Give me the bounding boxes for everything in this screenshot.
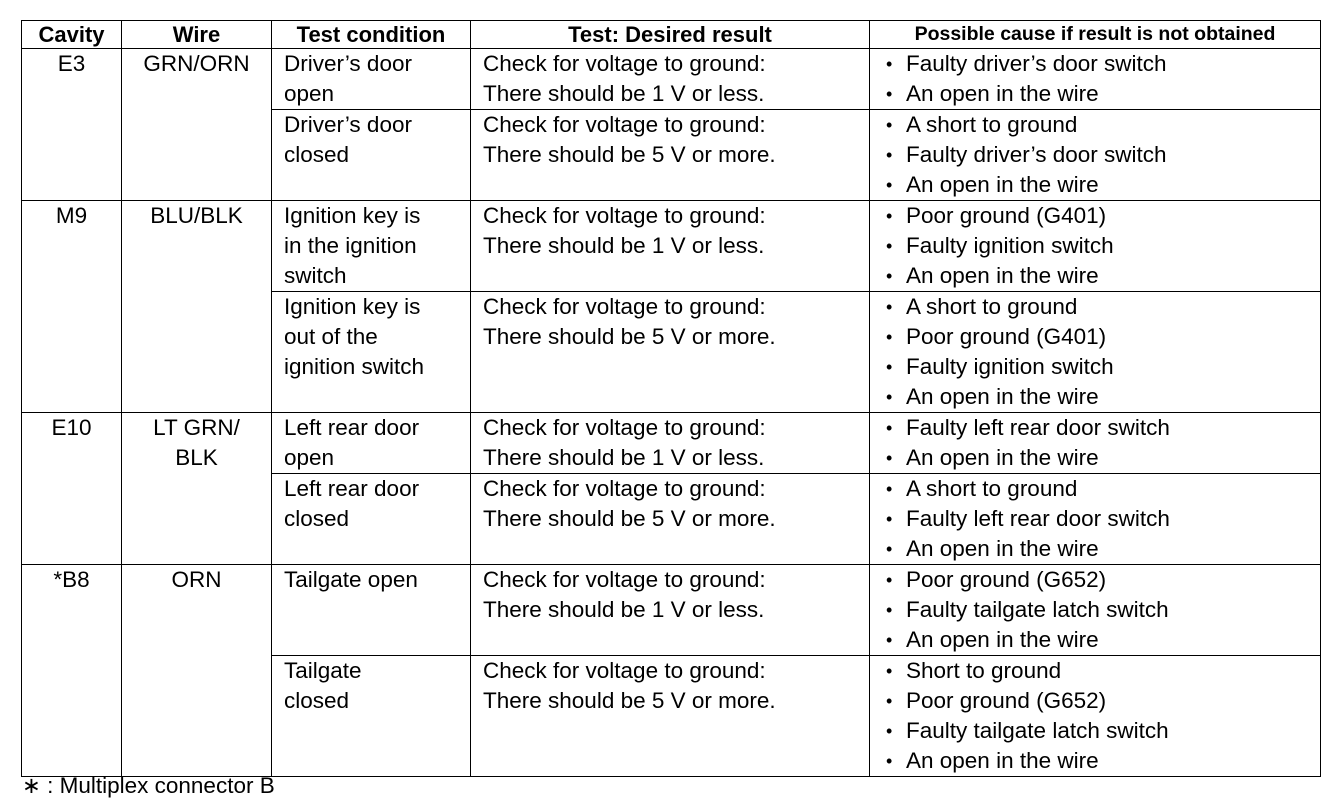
possible-cause-item [886,716,1320,746]
cavity-cell [22,49,122,201]
test-condition-text: closed [284,142,350,167]
desired-result-text: Check for voltage to ground: [483,294,766,319]
possible-cause-text: An open in the wire [906,536,1099,561]
possible-cause-item [886,261,1320,291]
possible-cause-text: Faulty ignition switch [906,354,1114,379]
test-condition-text: Ignition key is [284,294,421,319]
possible-cause-item [886,79,1320,109]
wire-label: LT GRN/ [153,415,240,440]
bullet-icon: • [886,570,893,590]
possible-cause-text: An open in the wire [906,81,1099,106]
test-table [21,20,1321,777]
desired-result-text: Check for voltage to ground: [483,415,766,440]
test-condition-cell [272,201,471,292]
possible-cause-item [886,201,1320,231]
bullet-icon: • [886,206,893,226]
test-condition-text: Tailgate open [284,567,418,592]
bullet-icon: • [886,145,893,165]
bullet-icon: • [886,266,893,286]
possible-cause-text: A short to ground [906,476,1078,501]
desired-result-text: There should be 5 V or more. [483,324,776,349]
possible-cause-item [886,474,1320,504]
desired-result-text: There should be 1 V or less. [483,597,765,622]
possible-cause-item [886,746,1320,776]
desired-result-cell [471,656,870,777]
bullet-icon: • [886,691,893,711]
test-condition-cell [272,474,471,565]
possible-cause-text: Faulty left rear door switch [906,506,1170,531]
bullet-icon: • [886,54,893,74]
possible-cause-cell [870,656,1321,777]
table-row [22,565,1321,656]
test-condition-cell [272,292,471,413]
possible-cause-text: An open in the wire [906,263,1099,288]
possible-cause-item [886,382,1320,412]
desired-result-cell [471,292,870,413]
desired-result-text: Check for voltage to ground: [483,658,766,683]
test-condition-cell [272,110,471,201]
possible-cause-text: An open in the wire [906,748,1099,773]
possible-cause-item [886,231,1320,261]
possible-cause-item [886,292,1320,322]
possible-cause-cell [870,413,1321,474]
test-condition-cell [272,656,471,777]
bullet-icon: • [886,115,893,135]
header-cavity: Cavity [22,21,122,49]
table-row [22,413,1321,474]
bullet-icon: • [886,418,893,438]
test-condition-text: open [284,81,335,106]
possible-cause-item [886,443,1320,473]
cavity-cell [22,413,122,565]
bullet-icon: • [886,448,893,468]
possible-cause-text: An open in the wire [906,172,1099,197]
test-condition-text: out of the [284,324,378,349]
bullet-icon: • [886,479,893,499]
wire-cell [122,49,272,201]
desired-result-text: Check for voltage to ground: [483,51,766,76]
bullet-icon: • [886,721,893,741]
desired-result-cell [471,565,870,656]
possible-cause-text: A short to ground [906,112,1078,137]
bullet-icon: • [886,630,893,650]
test-condition-text: Ignition key is [284,203,421,228]
possible-cause-cell [870,474,1321,565]
cavity-label: *B8 [53,567,90,592]
bullet-icon: • [886,600,893,620]
wire-cell [122,201,272,413]
bullet-icon: • [886,236,893,256]
test-condition-text: ignition switch [284,354,425,379]
possible-cause-item [886,534,1320,564]
test-condition-text: closed [284,506,350,531]
footnote: ∗ : Multiplex connector B [22,773,275,798]
possible-cause-text: Faulty driver’s door switch [906,142,1167,167]
test-condition-text: closed [284,688,350,713]
possible-cause-text: A short to ground [906,294,1078,319]
possible-cause-text: An open in the wire [906,445,1099,470]
possible-cause-item [886,140,1320,170]
wire-cell [122,413,272,565]
test-condition-cell [272,49,471,110]
test-condition-text: Left rear door [284,415,420,440]
desired-result-cell [471,49,870,110]
possible-cause-text: Short to ground [906,658,1062,683]
desired-result-text: There should be 5 V or more. [483,688,776,713]
possible-cause-item [886,110,1320,140]
header-wire: Wire [122,21,272,49]
wire-label: BLK [175,445,218,470]
bullet-icon: • [886,84,893,104]
desired-result-cell [471,413,870,474]
possible-cause-text: Faulty ignition switch [906,233,1114,258]
desired-result-text: There should be 1 V or less. [483,233,765,258]
possible-cause-item [886,170,1320,200]
possible-cause-text: An open in the wire [906,384,1099,409]
possible-cause-cell [870,201,1321,292]
cavity-cell [22,201,122,413]
header-desired-result: Test: Desired result [471,21,870,49]
possible-cause-text: Faulty driver’s door switch [906,51,1167,76]
possible-cause-text: Faulty tailgate latch switch [906,597,1169,622]
test-condition-cell [272,413,471,474]
test-condition-text: Tailgate [284,658,362,683]
possible-cause-item [886,352,1320,382]
possible-cause-cell [870,565,1321,656]
bullet-icon: • [886,751,893,771]
desired-result-text: There should be 5 V or more. [483,506,776,531]
possible-cause-item [886,686,1320,716]
desired-result-text: There should be 1 V or less. [483,445,765,470]
desired-result-cell [471,474,870,565]
bullet-icon: • [886,539,893,559]
possible-cause-item [886,504,1320,534]
bullet-icon: • [886,661,893,681]
possible-cause-cell [870,110,1321,201]
possible-cause-item [886,656,1320,686]
possible-cause-item [886,49,1320,79]
wire-cell [122,565,272,777]
bullet-icon: • [886,357,893,377]
wire-label: GRN/ORN [143,51,250,76]
table-row [22,49,1321,110]
possible-cause-item [886,322,1320,352]
desired-result-text: Check for voltage to ground: [483,203,766,228]
possible-cause-text: Poor ground (G401) [906,203,1107,228]
possible-cause-text: An open in the wire [906,627,1099,652]
header-test-condition: Test condition [272,21,471,49]
test-condition-text: Driver’s door [284,112,412,137]
test-condition-text: Left rear door [284,476,420,501]
test-condition-text: open [284,445,335,470]
bullet-icon: • [886,509,893,529]
desired-result-text: There should be 5 V or more. [483,142,776,167]
bullet-icon: • [886,387,893,407]
desired-result-text: Check for voltage to ground: [483,476,766,501]
header-possible-cause: Possible cause if result is not obtained [870,21,1321,49]
wire-label: BLU/BLK [150,203,243,228]
possible-cause-cell [870,49,1321,110]
possible-cause-text: Faulty tailgate latch switch [906,718,1169,743]
possible-cause-text: Poor ground (G652) [906,688,1107,713]
possible-cause-item [886,565,1320,595]
bullet-icon: • [886,297,893,317]
desired-result-text: There should be 1 V or less. [483,81,765,106]
desired-result-cell [471,201,870,292]
desired-result-cell [471,110,870,201]
test-condition-text: in the ignition [284,233,417,258]
bullet-icon: • [886,327,893,347]
test-condition-text: Driver’s door [284,51,412,76]
bullet-icon: • [886,175,893,195]
wire-label: ORN [171,567,222,592]
possible-cause-item [886,413,1320,443]
test-condition-cell [272,565,471,656]
table-body [22,49,1321,777]
possible-cause-item [886,625,1320,655]
possible-cause-cell [870,292,1321,413]
cavity-cell [22,565,122,777]
test-condition-text: switch [284,263,347,288]
possible-cause-text: Poor ground (G652) [906,567,1107,592]
possible-cause-text: Faulty left rear door switch [906,415,1170,440]
cavity-label: M9 [55,203,88,228]
possible-cause-text: Poor ground (G401) [906,324,1107,349]
desired-result-text: Check for voltage to ground: [483,112,766,137]
table-row [22,201,1321,292]
test-table-container [21,20,1320,777]
cavity-label: E3 [57,51,86,76]
cavity-label: E10 [51,415,92,440]
desired-result-text: Check for voltage to ground: [483,567,766,592]
possible-cause-item [886,595,1320,625]
header-row [22,21,1321,49]
